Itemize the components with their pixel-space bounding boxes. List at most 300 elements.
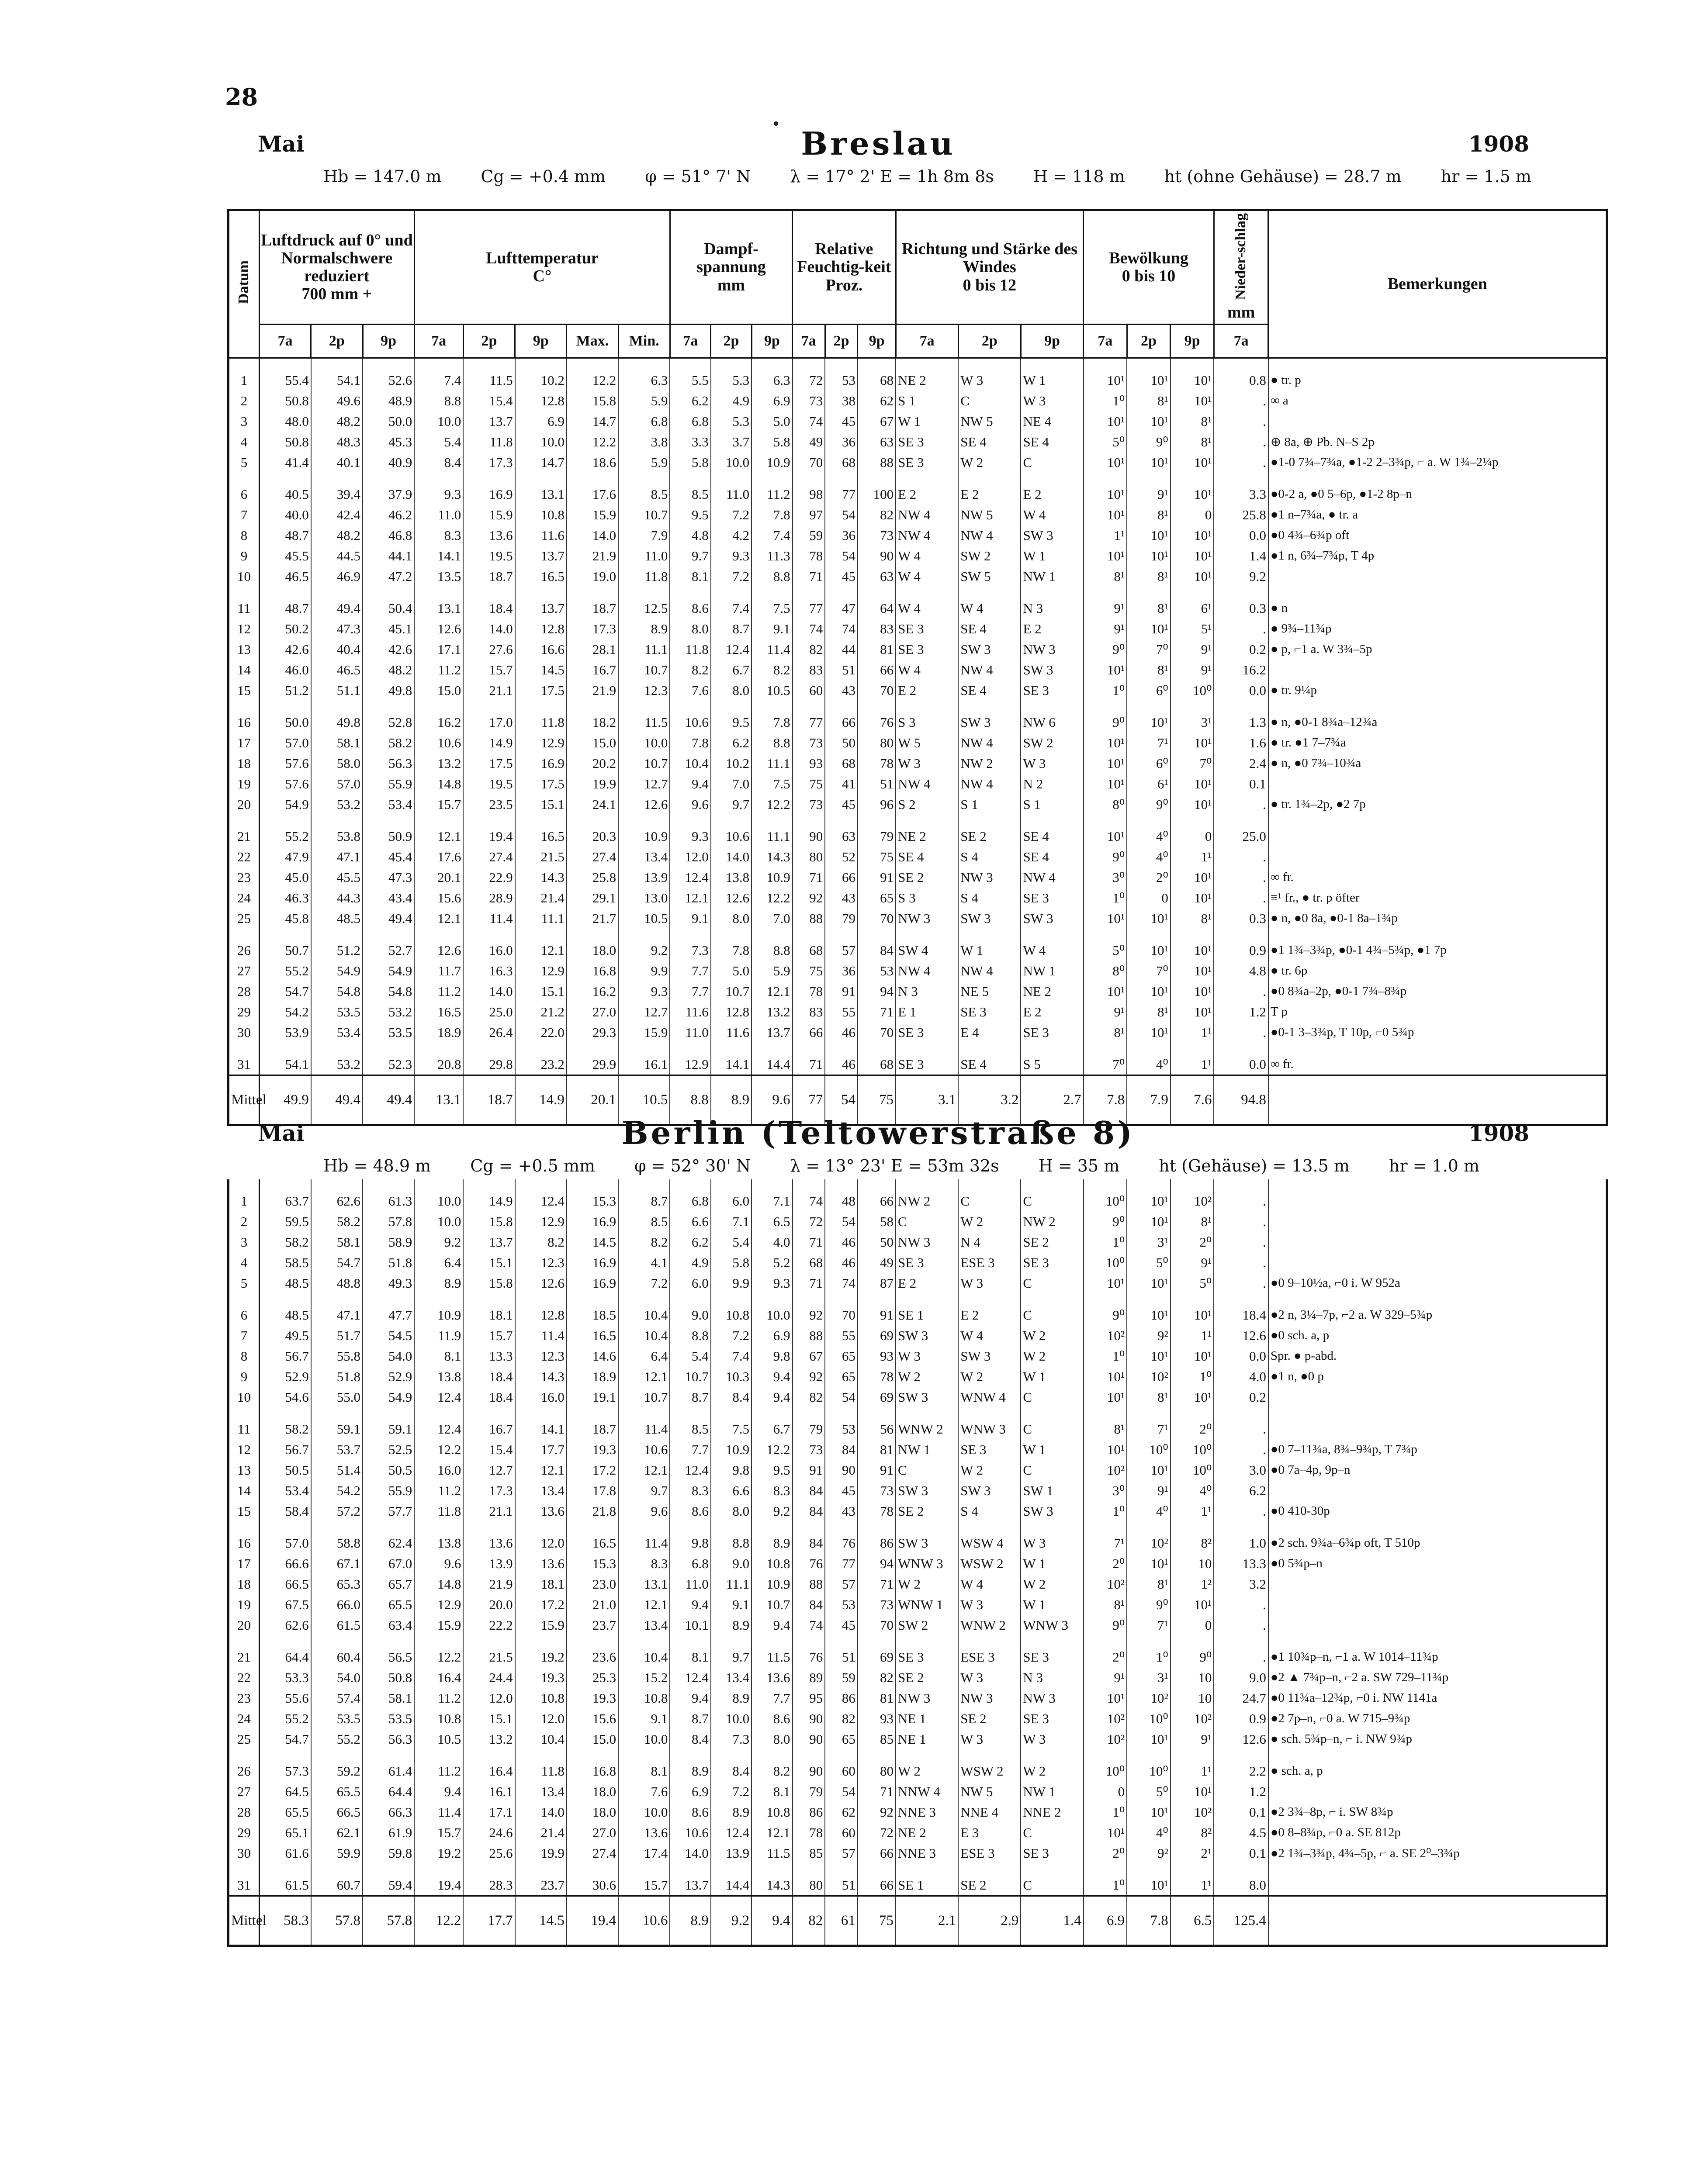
value-cell: 69 — [858, 1387, 896, 1407]
spacer-cell — [463, 587, 515, 598]
value-cell: 64 — [858, 598, 896, 619]
spacer-cell — [1171, 1635, 1214, 1647]
value-cell: SW 3 — [958, 908, 1021, 929]
value-cell: 24.7 — [1214, 1688, 1268, 1708]
value-cell: SW 3 — [1021, 1501, 1083, 1521]
value-cell: 8.5 — [670, 1419, 710, 1439]
value-cell: 61.6 — [259, 1843, 311, 1863]
value-cell: 8.4 — [711, 1761, 752, 1781]
value-cell: 71 — [793, 566, 825, 587]
value-cell: 1¹ — [1171, 847, 1214, 867]
value-cell: 23.0 — [567, 1574, 618, 1594]
value-cell: 66 — [858, 660, 896, 680]
value-cell: 17.8 — [567, 1480, 618, 1501]
value-cell: 1.6 — [1214, 733, 1268, 753]
value-cell: 12.7 — [618, 1002, 670, 1022]
spacer-cell — [1021, 587, 1083, 598]
value-cell: WSW 4 — [958, 1533, 1021, 1553]
value-cell: 9.3 — [414, 484, 463, 505]
value-cell: 51 — [825, 1875, 858, 1896]
value-cell: 1⁰ — [1084, 680, 1127, 701]
value-cell: 16.7 — [463, 1419, 515, 1439]
value-cell: 49.4 — [363, 908, 414, 929]
spacer-cell — [958, 587, 1021, 598]
value-cell: 21.2 — [515, 1002, 567, 1022]
table-row — [229, 1729, 1606, 1749]
value-cell: SW 3 — [958, 712, 1021, 733]
value-cell: 7⁰ — [1171, 753, 1214, 774]
table-row — [229, 1802, 1606, 1822]
value-cell: 51.8 — [363, 1252, 414, 1273]
value-cell: 11.3 — [752, 546, 792, 566]
day-cell: 25 — [229, 1729, 259, 1749]
value-cell: 8¹ — [1171, 432, 1214, 452]
value-cell: W 4 — [958, 1574, 1021, 1594]
table-row — [229, 733, 1606, 753]
spacer-cell — [752, 815, 792, 826]
spacer-cell — [311, 1521, 363, 1533]
spacer-cell — [1214, 1521, 1268, 1533]
value-cell: 21.5 — [463, 1647, 515, 1667]
mean-value: 77 — [793, 1075, 825, 1124]
remark-cell: ● tr. ●1 7–7¾a — [1270, 736, 1346, 750]
value-cell: 36 — [825, 432, 858, 452]
spacer-cell — [958, 815, 1021, 826]
value-cell: 7.7 — [752, 1688, 792, 1708]
spacer-cell — [515, 1043, 567, 1054]
value-cell: 6.8 — [670, 1191, 710, 1211]
spacer-cell — [1084, 701, 1127, 712]
value-cell: 10¹ — [1171, 390, 1214, 411]
station-constant: Hb = 48.9 m — [323, 1156, 431, 1175]
value-cell: 12.9 — [414, 1594, 463, 1615]
spacer-cell — [1268, 1043, 1606, 1054]
value-cell: 9.5 — [752, 1460, 792, 1480]
value-cell: E 4 — [958, 1022, 1021, 1043]
value-cell: 55.2 — [259, 961, 311, 981]
value-cell: 36 — [825, 525, 858, 546]
value-cell: 10¹ — [1127, 1802, 1171, 1822]
value-cell: 13.4 — [515, 1480, 567, 1501]
value-cell: 53 — [858, 961, 896, 981]
value-cell: 49.4 — [311, 598, 363, 619]
value-cell: 8¹ — [1127, 1002, 1171, 1022]
value-cell: 88 — [858, 452, 896, 473]
value-cell: 13.9 — [618, 867, 670, 888]
value-cell: 27.6 — [463, 639, 515, 660]
value-cell: . — [1214, 1211, 1268, 1232]
remark-cell — [1268, 1480, 1606, 1501]
remark-cell: ● sch. a, p — [1270, 1764, 1323, 1778]
value-cell: 62.6 — [311, 1191, 363, 1211]
value-cell: 8.8 — [752, 566, 792, 587]
value-cell: 7.9 — [618, 525, 670, 546]
value-cell: 10¹ — [1084, 546, 1127, 566]
spacer-cell — [958, 1521, 1021, 1533]
value-cell: NW 1 — [1021, 1781, 1083, 1802]
value-cell: C — [1021, 1822, 1083, 1843]
value-cell: SE 3 — [1021, 888, 1083, 908]
table-row — [229, 1647, 1606, 1667]
value-cell: 14.3 — [752, 847, 792, 867]
value-cell: 18.0 — [567, 1802, 618, 1822]
spacer-cell — [896, 1043, 958, 1054]
day-cell: 13 — [229, 639, 259, 660]
spacer-cell — [463, 815, 515, 826]
value-cell: 52.9 — [363, 1366, 414, 1387]
spacer-cell — [567, 587, 618, 598]
value-cell: 8.0 — [1214, 1875, 1268, 1896]
value-cell: NE 1 — [896, 1708, 958, 1729]
value-cell: 10¹ — [1171, 1594, 1214, 1615]
value-cell: E 2 — [896, 484, 958, 505]
value-cell: E 3 — [958, 1822, 1021, 1843]
value-cell: 55.2 — [259, 826, 311, 847]
remark-cell — [1268, 1419, 1606, 1439]
value-cell: 14.4 — [752, 1054, 792, 1075]
value-cell: 8.7 — [711, 619, 752, 639]
value-cell: 11.2 — [414, 981, 463, 1002]
value-cell: 8.8 — [670, 1325, 710, 1346]
value-cell: 9⁰ — [1084, 847, 1127, 867]
value-cell: 58.0 — [311, 753, 363, 774]
value-cell: 2⁰ — [1171, 1419, 1214, 1439]
spacer-cell — [752, 1863, 792, 1875]
value-cell: 9.7 — [618, 1480, 670, 1501]
value-cell: 10¹ — [1127, 712, 1171, 733]
value-cell: 17.2 — [567, 1460, 618, 1480]
value-cell: 53.5 — [311, 1002, 363, 1022]
value-cell: 19.3 — [515, 1667, 567, 1688]
mean-value: 49.4 — [311, 1075, 363, 1124]
value-cell: 8¹ — [1127, 390, 1171, 411]
table-row — [229, 639, 1606, 660]
value-cell: 78 — [858, 1501, 896, 1521]
value-cell: 46 — [825, 1022, 858, 1043]
value-cell: 1⁰ — [1084, 1875, 1127, 1896]
value-cell: 54.8 — [363, 981, 414, 1002]
spacer-cell — [793, 1521, 825, 1533]
spacer-cell — [259, 1293, 311, 1305]
value-cell: 13.7 — [515, 598, 567, 619]
spacer-cell — [515, 1293, 567, 1305]
value-cell: SE 4 — [896, 847, 958, 867]
mean-value: 3.2 — [958, 1075, 1021, 1124]
spacer-cell — [414, 1179, 463, 1191]
value-cell: 70 — [858, 1615, 896, 1635]
value-cell: 9.2 — [1214, 566, 1268, 587]
spacer-cell — [259, 1521, 311, 1533]
value-cell: W 3 — [958, 370, 1021, 390]
value-cell: 52.3 — [363, 1054, 414, 1075]
mean-value — [1268, 1896, 1606, 1945]
value-cell: 55.9 — [363, 1480, 414, 1501]
value-cell: 10¹ — [1171, 1781, 1214, 1802]
value-cell: 78 — [858, 1366, 896, 1387]
station-name: Breslau — [801, 125, 956, 162]
table-row — [229, 1022, 1606, 1043]
spacer-cell — [618, 1179, 670, 1191]
value-cell: 10.5 — [414, 1729, 463, 1749]
niederschlag-label: Nieder-schlag — [1233, 213, 1249, 300]
value-cell: 13.1 — [618, 1574, 670, 1594]
value-cell: 66.6 — [259, 1553, 311, 1574]
spacer-cell — [618, 1407, 670, 1419]
value-cell: 58.4 — [259, 1501, 311, 1521]
spacer-cell — [229, 587, 259, 598]
value-cell: 14.8 — [414, 1574, 463, 1594]
value-cell: S 4 — [958, 1501, 1021, 1521]
spacer-cell — [825, 587, 858, 598]
value-cell: 46 — [825, 1232, 858, 1252]
value-cell: 9¹ — [1171, 639, 1214, 660]
value-cell: 12.4 — [414, 1387, 463, 1407]
spacer-cell — [1127, 358, 1171, 370]
spacer-cell — [1021, 473, 1083, 484]
value-cell: 10² — [1127, 1688, 1171, 1708]
value-cell: 8.5 — [618, 1211, 670, 1232]
spacer-cell — [463, 1635, 515, 1647]
value-cell: SE 4 — [958, 432, 1021, 452]
value-cell: W 3 — [1021, 1729, 1083, 1749]
spacer-cell — [1171, 1521, 1214, 1533]
value-cell: 10¹ — [1084, 1439, 1127, 1460]
value-cell: 86 — [825, 1688, 858, 1708]
value-cell: 54 — [825, 1387, 858, 1407]
value-cell: 88 — [793, 1325, 825, 1346]
value-cell: NW 4 — [896, 505, 958, 525]
mean-value: 94.8 — [1214, 1075, 1268, 1124]
value-cell: 14.0 — [463, 619, 515, 639]
spacer-cell — [670, 1293, 710, 1305]
table-row — [229, 961, 1606, 981]
col-wind: Richtung und Stärke des Windes 0 bis 12 — [896, 211, 1084, 325]
value-cell: 55.4 — [259, 370, 311, 390]
value-cell: 6.9 — [752, 1325, 792, 1346]
value-cell: 14.0 — [670, 1843, 710, 1863]
value-cell: 11.5 — [752, 1843, 792, 1863]
value-cell: 6.0 — [711, 1191, 752, 1211]
value-cell: 7⁰ — [1084, 1054, 1127, 1075]
spacer-cell — [414, 701, 463, 712]
value-cell: 8¹ — [1127, 598, 1171, 619]
value-cell: 9¹ — [1127, 484, 1171, 505]
value-cell: SE 3 — [958, 1002, 1021, 1022]
value-cell: 8.9 — [711, 1615, 752, 1635]
value-cell: 57.0 — [259, 733, 311, 753]
spacer-cell — [1214, 1407, 1268, 1419]
spacer-cell — [711, 1043, 752, 1054]
value-cell: 9⁰ — [1084, 1615, 1127, 1635]
remark-cell: ≡¹ fr., ● tr. p öfter — [1270, 891, 1360, 905]
value-cell: 66.0 — [311, 1594, 363, 1615]
value-cell: C — [1021, 1419, 1083, 1439]
value-cell: 43 — [825, 680, 858, 701]
value-cell: 76 — [825, 1533, 858, 1553]
value-cell: . — [1214, 619, 1268, 639]
spacer-cell — [958, 1407, 1021, 1419]
value-cell: 10.0 — [618, 733, 670, 753]
spacer-cell — [259, 587, 311, 598]
remark-cell: ●2 ▲ 7¾p–n, ⌐2 a. SW 729–11¾p — [1270, 1670, 1449, 1684]
remark-cell — [1268, 1594, 1606, 1615]
spacer-cell — [711, 1749, 752, 1761]
value-cell: . — [1214, 390, 1268, 411]
value-cell: NW 3 — [896, 1688, 958, 1708]
table-row — [229, 753, 1606, 774]
station-name: Berlin (Teltowerstraße 8) — [621, 1114, 1135, 1151]
value-cell: 9¹ — [1171, 660, 1214, 680]
value-cell: 16.9 — [567, 1211, 618, 1232]
value-cell: 48.5 — [259, 1305, 311, 1325]
value-cell: 11.7 — [414, 961, 463, 981]
value-cell: 11.4 — [414, 1802, 463, 1822]
spacer-cell — [825, 473, 858, 484]
spacer-cell — [670, 587, 710, 598]
value-cell: 9⁰ — [1084, 1211, 1127, 1232]
value-cell: 15.4 — [463, 390, 515, 411]
day-cell: 31 — [229, 1054, 259, 1075]
value-cell: 59.9 — [311, 1843, 363, 1863]
value-cell: 71 — [793, 1273, 825, 1293]
value-cell: 13.8 — [711, 867, 752, 888]
spacer-cell — [958, 701, 1021, 712]
day-cell: 31 — [229, 1875, 259, 1896]
value-cell: 73 — [793, 390, 825, 411]
value-cell: 1.4 — [1214, 546, 1268, 566]
value-cell: NW 1 — [896, 1439, 958, 1460]
value-cell: 62.1 — [311, 1822, 363, 1843]
value-cell: 16.1 — [618, 1054, 670, 1075]
remark-cell: ∞ fr. — [1270, 870, 1294, 884]
spacer-cell — [363, 929, 414, 940]
value-cell: 8.6 — [670, 598, 710, 619]
value-cell: 82 — [793, 1387, 825, 1407]
value-cell: 50 — [825, 733, 858, 753]
value-cell: 5.3 — [711, 370, 752, 390]
value-cell: 59.1 — [311, 1419, 363, 1439]
remark-cell — [1268, 1574, 1606, 1594]
value-cell: N 3 — [1021, 1667, 1083, 1688]
value-cell: 17.0 — [463, 712, 515, 733]
value-cell: 9.7 — [711, 794, 752, 815]
value-cell: 6.4 — [618, 1346, 670, 1366]
value-cell: S 3 — [896, 888, 958, 908]
value-cell: 93 — [858, 1346, 896, 1366]
spacer-cell — [515, 358, 567, 370]
value-cell: 97 — [793, 505, 825, 525]
value-cell: 21.5 — [515, 847, 567, 867]
value-cell: 9.4 — [670, 774, 710, 794]
spacer-cell — [896, 701, 958, 712]
spacer-cell — [618, 701, 670, 712]
value-cell: 13.4 — [515, 1781, 567, 1802]
day-cell: 18 — [229, 753, 259, 774]
value-cell: 18.6 — [567, 452, 618, 473]
value-cell: 10⁰ — [1171, 1439, 1214, 1460]
value-cell: 16.6 — [515, 639, 567, 660]
value-cell: 40.0 — [259, 505, 311, 525]
value-cell: 47.9 — [259, 847, 311, 867]
value-cell: 10¹ — [1171, 940, 1214, 961]
mean-value: 2.1 — [896, 1896, 958, 1945]
day-cell: 26 — [229, 1761, 259, 1781]
spacer-cell — [958, 1863, 1021, 1875]
value-cell: 8.4 — [414, 452, 463, 473]
value-cell: 48.7 — [259, 525, 311, 546]
table-row — [229, 1366, 1606, 1387]
value-cell: NW 2 — [1021, 1211, 1083, 1232]
value-cell: 50.0 — [363, 411, 414, 432]
table-row — [229, 794, 1606, 815]
value-cell: 7.2 — [711, 505, 752, 525]
mean-value: 82 — [793, 1896, 825, 1945]
day-cell: 1 — [229, 1191, 259, 1211]
spacer-cell — [1214, 815, 1268, 826]
value-cell: 90 — [825, 1460, 858, 1480]
value-cell: 65.5 — [259, 1802, 311, 1822]
spacer-cell — [229, 701, 259, 712]
value-cell: 18.1 — [463, 1305, 515, 1325]
value-cell: 54.8 — [311, 981, 363, 1002]
value-cell: 48.9 — [363, 390, 414, 411]
value-cell: . — [1214, 452, 1268, 473]
spacer-cell — [896, 1749, 958, 1761]
time-header: Min. — [618, 325, 670, 358]
value-cell: 1⁰ — [1084, 888, 1127, 908]
value-cell: 40.5 — [259, 484, 311, 505]
value-cell: 37.9 — [363, 484, 414, 505]
value-cell: 51.4 — [311, 1460, 363, 1480]
value-cell: E 2 — [958, 1305, 1021, 1325]
spacer-cell — [752, 1749, 792, 1761]
value-cell: 18.5 — [567, 1305, 618, 1325]
value-cell: 10.7 — [618, 753, 670, 774]
value-cell: 50.9 — [363, 826, 414, 847]
value-cell: SW 3 — [896, 1325, 958, 1346]
value-cell: 46.2 — [363, 505, 414, 525]
value-cell: 19.2 — [414, 1843, 463, 1863]
value-cell: 8¹ — [1084, 1419, 1127, 1439]
value-cell: 12.1 — [752, 1822, 792, 1843]
col-datum — [229, 211, 259, 358]
value-cell: 45 — [825, 1480, 858, 1501]
spacer-cell — [711, 1293, 752, 1305]
value-cell: 73 — [858, 525, 896, 546]
mean-value: 13.1 — [414, 1075, 463, 1124]
value-cell: 6.9 — [670, 1781, 710, 1802]
value-cell: NW 3 — [958, 1688, 1021, 1708]
value-cell: 16.1 — [463, 1781, 515, 1802]
value-cell: 45.3 — [363, 432, 414, 452]
value-cell: 49 — [793, 432, 825, 452]
value-cell: 64.4 — [259, 1647, 311, 1667]
value-cell: 7⁰ — [1127, 639, 1171, 660]
time-header: 7a — [1084, 325, 1127, 358]
value-cell: 12.8 — [515, 390, 567, 411]
value-cell: 95 — [793, 1688, 825, 1708]
value-cell: 1¹ — [1084, 525, 1127, 546]
value-cell: 4.9 — [670, 1252, 710, 1273]
value-cell: 2⁰ — [1084, 1843, 1127, 1863]
value-cell: 5.4 — [670, 1346, 710, 1366]
value-cell: 53.5 — [311, 1708, 363, 1729]
value-cell: 10¹ — [1084, 774, 1127, 794]
remark-cell — [1268, 1781, 1606, 1802]
spacer-cell — [825, 1749, 858, 1761]
mean-value: 8.9 — [670, 1896, 710, 1945]
value-cell: 9.8 — [711, 1460, 752, 1480]
